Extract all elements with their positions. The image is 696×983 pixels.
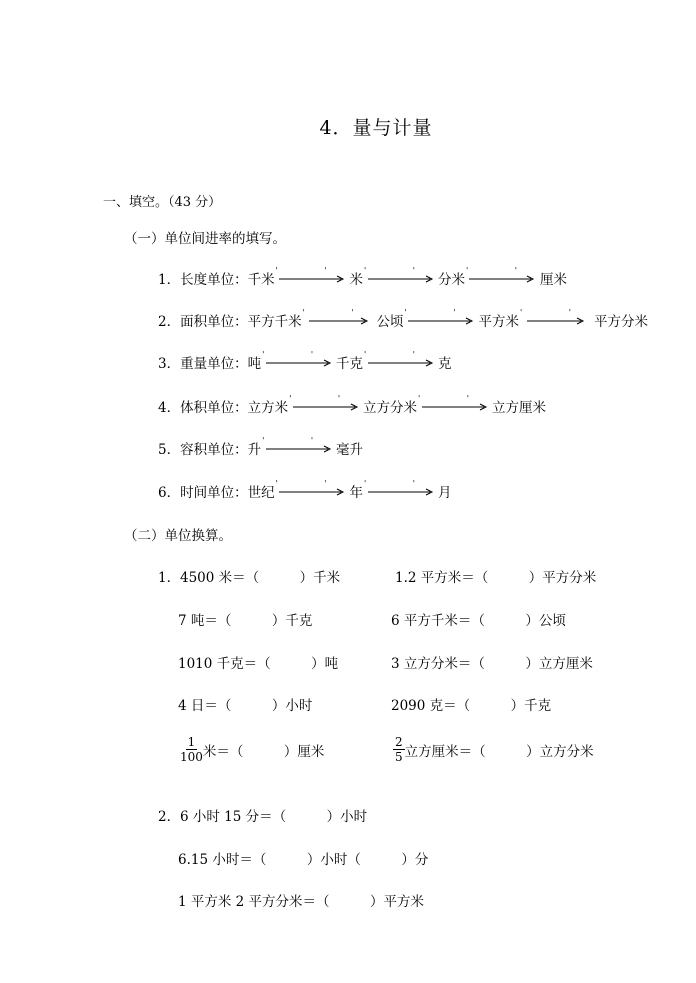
unit-label: 平方分米 [593, 314, 648, 330]
page-title: 4．量与计量 [319, 117, 433, 139]
unit-label: 千米 [247, 272, 275, 288]
rate-arrow[interactable]: ' ' [289, 395, 362, 411]
fraction-numerator: 2 [395, 735, 403, 749]
rate-arrow[interactable]: ' ' [262, 437, 335, 453]
row-label: 长度单位： [180, 272, 248, 288]
row-label: 体积单位： [180, 400, 248, 416]
unit-label: 吨 [247, 356, 262, 372]
rate-arrow[interactable]: ' ' [262, 351, 335, 367]
subsection-heading-conversion: （二）单位换算。 [124, 528, 232, 544]
unit-label: 厘米 [539, 272, 567, 288]
conversion-item[interactable]: 6 小时 15 分＝（ ）小时 [180, 809, 368, 825]
row-label: 时间单位： [180, 485, 248, 501]
conversion-text: 立方厘米＝（ ）立方分米 [404, 743, 594, 760]
question-number: 2． [158, 809, 181, 825]
row-number: 4． [158, 400, 181, 416]
conversion-item-fraction[interactable] [393, 735, 594, 764]
row-label: 重量单位： [180, 356, 248, 372]
rate-row [158, 352, 452, 372]
fraction-denominator: 100 [180, 750, 203, 764]
row-number: 3． [158, 356, 181, 372]
unit-label: 立方分米 [363, 400, 418, 416]
rate-arrow[interactable]: ' ' [364, 351, 437, 367]
unit-label: 升 [247, 442, 262, 458]
rate-row [158, 438, 363, 458]
conversion-item[interactable]: 2090 克＝（ ）千克 [391, 698, 552, 714]
conversion-item[interactable]: 3 立方分米＝（ ）立方厘米 [391, 656, 593, 672]
conversion-item[interactable]: 6.15 小时＝（ ）小时（ ）分 [178, 852, 429, 868]
unit-label: 立方米 [247, 400, 289, 416]
rate-arrow[interactable]: ' ' [303, 309, 376, 325]
rate-arrow[interactable]: ' ' [466, 267, 539, 283]
row-number: 5． [158, 442, 181, 458]
fraction [180, 735, 203, 764]
question-number: 1． [158, 570, 181, 586]
fraction [393, 735, 405, 764]
rate-arrow[interactable]: ' ' [364, 267, 437, 283]
conversion-text: 米＝（ ）厘米 [202, 743, 325, 760]
unit-label: 平方米 [478, 314, 519, 330]
rate-arrow[interactable]: ' ' [276, 480, 349, 496]
row-number: 2． [158, 314, 181, 330]
conversion-item[interactable]: 1 平方米 2 平方分米＝（ ）平方米 [178, 894, 425, 910]
fraction-denominator: 5 [395, 750, 403, 764]
unit-label: 克 [438, 356, 452, 372]
row-number: 6． [158, 485, 181, 501]
unit-label: 毫升 [336, 442, 364, 458]
conversion-item[interactable]: 6 平方千米＝（ ）公顷 [391, 613, 566, 629]
unit-label: 千克 [336, 356, 364, 372]
fraction-numerator: 1 [187, 735, 196, 749]
unit-label: 月 [438, 485, 452, 501]
rate-arrow[interactable]: ' ' [520, 309, 593, 325]
rate-row [158, 268, 567, 288]
rate-arrow[interactable]: ' ' [418, 395, 491, 411]
conversion-item[interactable]: 1010 千克＝（ ）吨 [178, 656, 339, 672]
unit-label: 世纪 [247, 485, 275, 501]
unit-label: 米 [349, 272, 364, 288]
rate-row [158, 396, 546, 416]
rate-row [158, 310, 648, 330]
unit-label: 分米 [438, 272, 465, 288]
rate-arrow[interactable]: ' ' [405, 309, 478, 325]
row-label: 面积单位： [180, 314, 248, 330]
conversion-item[interactable]: 4500 米＝（ ）千米 [180, 570, 341, 586]
rate-row [158, 481, 452, 501]
conversion-item[interactable]: 4 日＝（ ）小时 [178, 698, 313, 714]
row-number: 1． [158, 272, 181, 288]
unit-label: 公顷 [376, 314, 404, 330]
unit-label: 年 [349, 485, 364, 501]
unit-label: 立方厘米 [492, 400, 546, 416]
subsection-heading-rates: （一）单位间进率的填写。 [124, 231, 286, 247]
section-heading: 一、填空。（43 分） [103, 195, 222, 210]
conversion-item-fraction[interactable] [180, 735, 324, 764]
row-label: 容积单位： [180, 442, 248, 458]
conversion-item[interactable]: 1.2 平方米＝（ ）平方分米 [395, 570, 597, 586]
rate-arrow[interactable]: ' ' [364, 480, 437, 496]
rate-arrow[interactable]: ' ' [276, 267, 349, 283]
unit-label: 平方千米 [247, 314, 302, 330]
conversion-item[interactable]: 7 吨＝（ ）千克 [178, 613, 313, 629]
